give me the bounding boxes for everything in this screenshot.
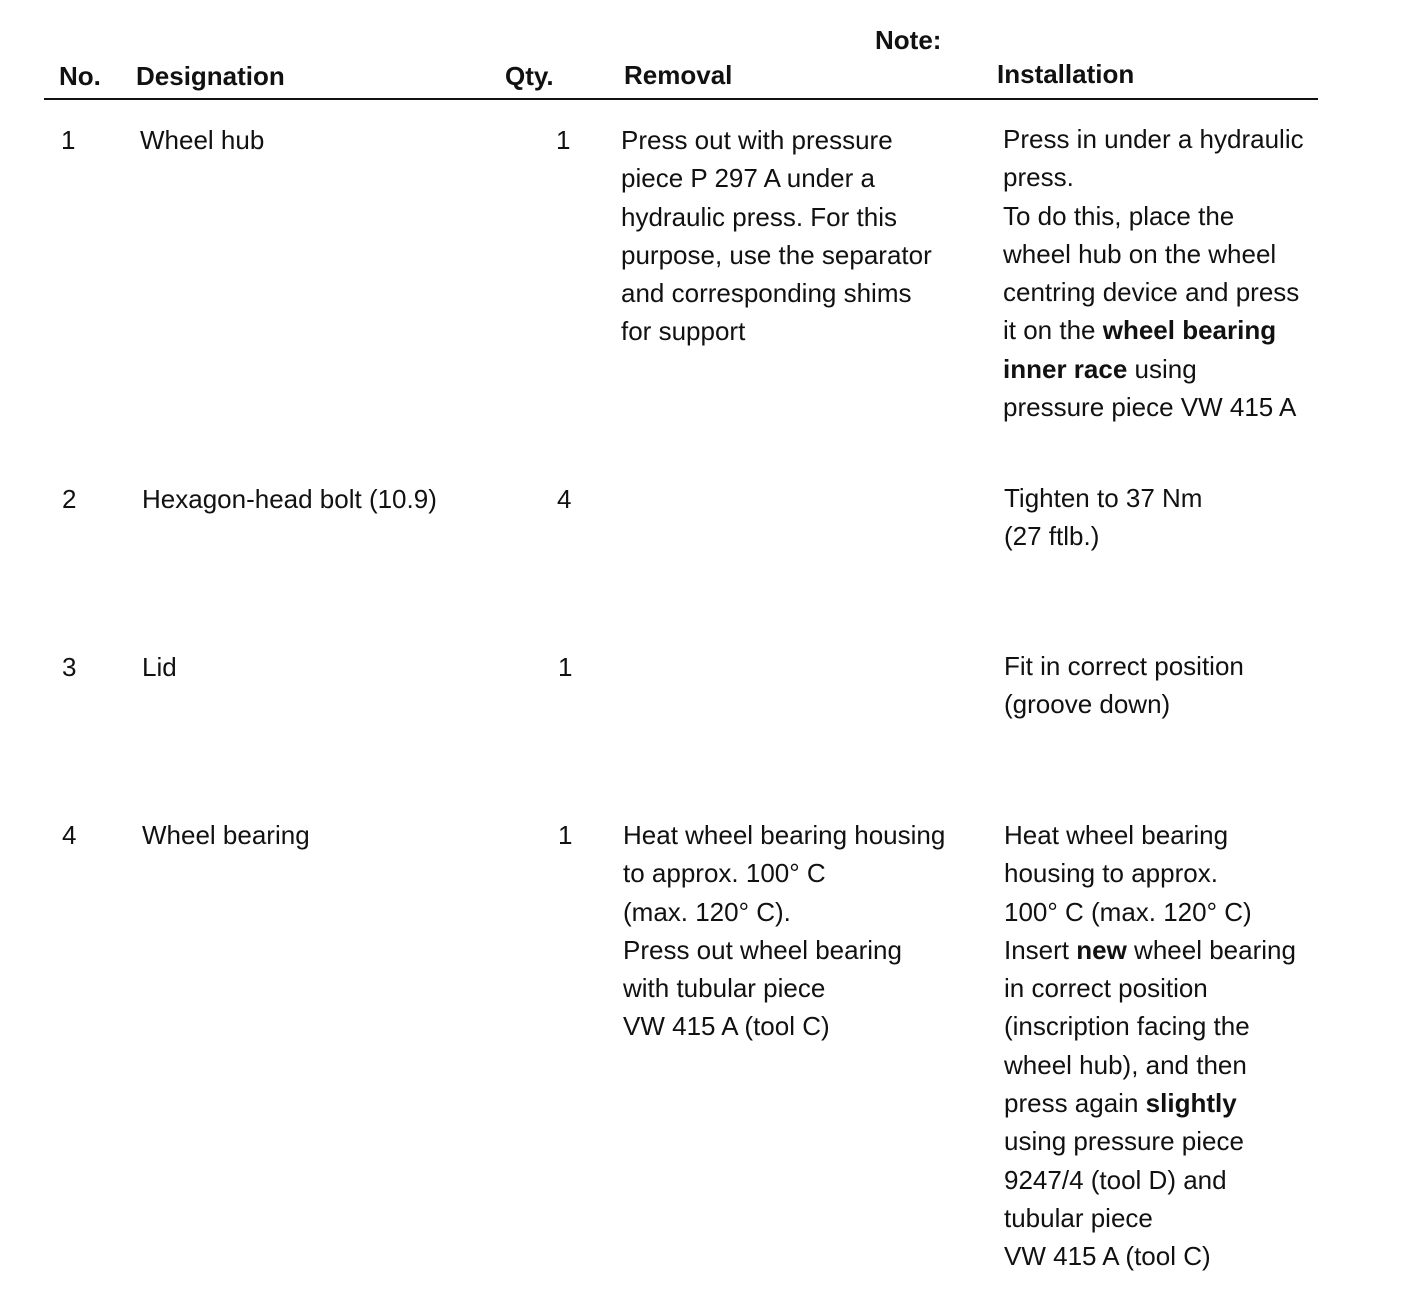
text-line: with tubular piece: [623, 973, 826, 1004]
row-4-no: 4: [62, 820, 77, 850]
emphasis-text: inner race: [1003, 353, 1128, 384]
text-line: [1003, 311, 1304, 349]
row-3-designation: Lid: [142, 652, 177, 682]
text-line: wheel hub on the wheel: [1003, 238, 1277, 269]
text-line: wheel hub), and then: [1004, 1049, 1247, 1080]
row-1-removal: [621, 121, 932, 351]
text-segment: it on the: [1003, 315, 1103, 346]
text-line: (max. 120° C).: [623, 896, 791, 927]
text-line: VW 415 A (tool C): [623, 1011, 830, 1042]
emphasis-text: new: [1076, 934, 1127, 965]
row-1-qty: 1: [556, 125, 571, 155]
text-line: Press out with pressure: [621, 125, 893, 155]
text-line: in correct position: [1004, 973, 1208, 1004]
text-line: To do this, place the: [1003, 200, 1235, 231]
text-line: using pressure piece: [1004, 1126, 1244, 1157]
row-4-installation: [1004, 816, 1296, 1276]
text-line: press.: [1003, 162, 1074, 193]
row-1-designation: Wheel hub: [140, 125, 265, 155]
emphasis-text: slightly: [1145, 1088, 1237, 1119]
text-segment: wheel bearing: [1126, 934, 1296, 965]
text-line: Heat wheel bearing housing: [623, 820, 946, 850]
row-3-installation: [1004, 647, 1244, 724]
row-2-designation: Hexagon-head bolt (10.9): [142, 484, 437, 514]
text-line: [1003, 350, 1304, 388]
text-segment: press again: [1004, 1088, 1146, 1119]
text-segment: Insert: [1004, 934, 1077, 965]
text-line: Heat wheel bearing: [1004, 820, 1229, 850]
text-line: housing to approx.: [1004, 858, 1218, 889]
text-segment: using: [1127, 353, 1197, 384]
row-3-no: 3: [62, 652, 77, 682]
header-removal: Removal: [624, 60, 733, 90]
text-line: to approx. 100° C: [623, 858, 826, 889]
text-line: VW 415 A (tool C): [1004, 1241, 1211, 1272]
text-line: for support: [621, 316, 746, 347]
text-line: 9247/4 (tool D) and: [1004, 1164, 1227, 1195]
text-line: (27 ftlb.): [1004, 521, 1100, 552]
text-line: piece P 297 A under a: [621, 163, 875, 194]
row-4-designation: Wheel bearing: [142, 820, 310, 850]
row-2-installation: [1004, 479, 1202, 556]
text-line: [1004, 931, 1296, 969]
text-line: [1004, 1084, 1296, 1122]
text-line: 100° C (max. 120° C): [1004, 896, 1252, 927]
header-no: No.: [59, 61, 101, 91]
text-line: Tighten to 37 Nm: [1004, 483, 1203, 513]
header-qty: Qty.: [505, 61, 554, 91]
row-4-removal: [623, 816, 945, 1046]
text-line: purpose, use the separator: [621, 239, 932, 270]
text-line: and corresponding shims: [621, 278, 912, 309]
header-designation: Designation: [136, 61, 285, 91]
header-note: Note:: [875, 25, 942, 55]
row-1-no: 1: [61, 125, 76, 155]
row-4-qty: 1: [558, 820, 573, 850]
row-3-qty: 1: [558, 652, 573, 682]
text-line: Press out wheel bearing: [623, 934, 902, 965]
text-line: Fit in correct position: [1004, 651, 1244, 681]
row-2-no: 2: [62, 484, 77, 514]
header-rule: [44, 98, 1318, 100]
row-1-installation: [1003, 120, 1304, 426]
text-line: (inscription facing the: [1004, 1011, 1250, 1042]
row-2-qty: 4: [557, 484, 572, 514]
text-line: (groove down): [1004, 689, 1171, 720]
text-line: Press in under a hydraulic: [1003, 124, 1304, 154]
text-line: pressure piece VW 415 A: [1003, 392, 1297, 423]
text-line: hydraulic press. For this: [621, 201, 897, 232]
text-line: centring device and press: [1003, 277, 1300, 308]
header-installation: Installation: [997, 59, 1135, 89]
text-line: tubular piece: [1004, 1202, 1153, 1233]
emphasis-text: wheel bearing: [1102, 315, 1277, 346]
